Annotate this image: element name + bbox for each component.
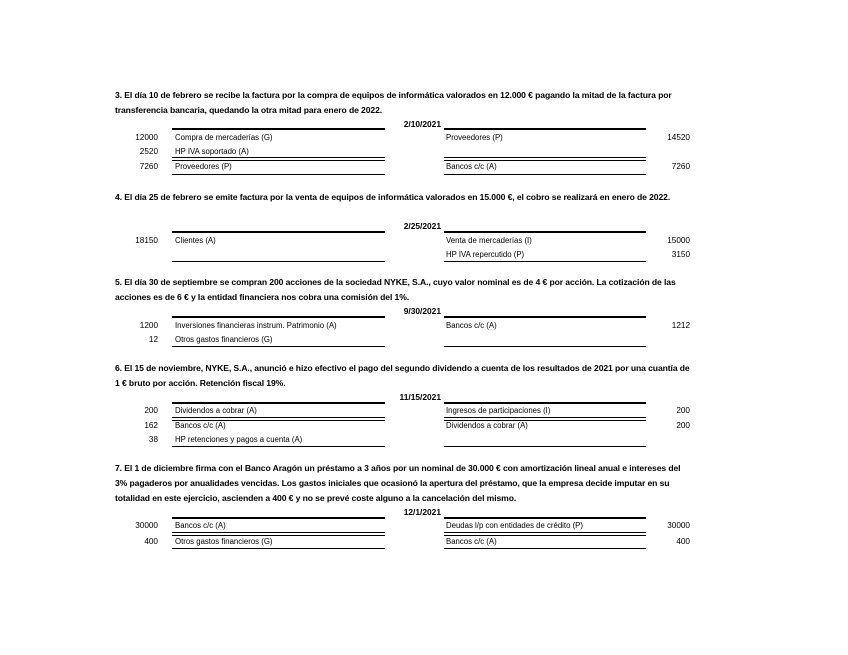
credit-amount: 400 [676, 537, 690, 546]
debit-account: Dividendos a cobrar (A) [175, 406, 257, 415]
debit-header-rule [172, 316, 385, 318]
debit-header-rule [172, 231, 385, 233]
debit-account: Bancos c/c (A) [175, 421, 226, 430]
debit-amount: 12000 [135, 133, 158, 142]
debit-amount: 2520 [139, 147, 158, 156]
debit-amount: 1200 [139, 321, 158, 330]
debit-separator-rule [172, 157, 385, 161]
exercise-statement: 7. El 1 de diciembre firma con el Banco Aragón un préstamo a 3 años por un nominal de 30.000 € con amortización lineal anual e intereses del 3% pagaderos por anualidades vencidas. Los gastos iniciales que ocasionó la apertura del préstamo, que la empresa decide imputar en su totalidad en este ejercicio, ascienden a 400 € y no se prevé coste alguno a la cancelación del mismo. [115, 463, 681, 503]
debit-amount: 400 [144, 537, 158, 546]
debit-account: Clientes (A) [175, 236, 216, 245]
debit-footer-rule [172, 548, 385, 549]
entry-date: 11/15/2021 [399, 392, 441, 402]
credit-account: Venta de mercaderías (I) [446, 236, 532, 245]
entry-date: 2/25/2021 [403, 221, 441, 231]
debit-amount: 7260 [139, 162, 158, 171]
credit-separator-rule [444, 157, 646, 161]
credit-amount: 30000 [667, 521, 690, 530]
exercise-statement: 5. El día 30 de septiembre se compran 200 acciones de la sociedad NYKE, S.A., cuyo valor nominal es de 4 € por acción. La cotización de las acciones es de 6 € y la entidad financiera nos cobra una comisión del 1%. [115, 277, 676, 302]
debit-footer-rule [172, 346, 385, 347]
debit-amount: 38 [148, 435, 158, 444]
credit-header-rule [444, 517, 646, 519]
credit-account: Bancos c/c (A) [446, 162, 497, 171]
credit-account: Ingresos de participaciones (I) [446, 406, 551, 415]
credit-separator-rule [444, 532, 646, 536]
credit-amount: 7260 [671, 162, 690, 171]
credit-account: Proveedores (P) [446, 133, 503, 142]
credit-footer-rule [444, 346, 646, 347]
debit-header-rule [172, 402, 385, 404]
debit-account: Inversiones financieras instrum. Patrimonio (A) [175, 321, 337, 330]
exercise-statement: 6. El 15 de noviembre, NYKE, S.A., anunció e hizo efectivo el pago del segundo dividendo a cuenta de los resultados de 2021 por una cuantía de 1 € bruto por acción. Retención fiscal 19%. [115, 363, 690, 388]
credit-account: Dividendos a cobrar (A) [446, 421, 528, 430]
debit-footer-rule [172, 261, 385, 262]
debit-account: Proveedores (P) [175, 162, 232, 171]
credit-footer-rule [444, 548, 646, 549]
exercise-statement: 4. El día 25 de febrero se emite factura por la venta de equipos de informática valorados en 15.000 €, el cobro se realizará en enero de 2022. [115, 192, 671, 202]
debit-account: Compra de mercaderías (G) [175, 133, 273, 142]
credit-footer-rule [444, 174, 646, 175]
debit-amount: 200 [144, 406, 158, 415]
credit-amount: 200 [676, 421, 690, 430]
credit-account: Bancos c/c (A) [446, 321, 497, 330]
exercise-statement: 3. El día 10 de febrero se recibe la factura por la compra de equipos de informática valorados en 12.000 € pagando la mitad de la factura por transferencia bancaria, quedando la otra mitad para enero de 2022. [115, 90, 672, 115]
credit-amount: 14520 [667, 133, 690, 142]
credit-header-rule [444, 231, 646, 233]
credit-footer-rule [444, 446, 646, 447]
debit-header-rule [172, 517, 385, 519]
credit-footer-rule [444, 261, 646, 262]
debit-amount: 12 [148, 335, 158, 344]
entry-date: 9/30/2021 [403, 306, 441, 316]
debit-amount: 30000 [135, 521, 158, 530]
debit-account: Otros gastos financieros (G) [175, 537, 273, 546]
debit-header-rule [172, 128, 385, 130]
debit-account: HP IVA soportado (A) [175, 147, 249, 156]
credit-header-rule [444, 402, 646, 404]
debit-separator-rule [172, 532, 385, 536]
credit-header-rule [444, 316, 646, 318]
credit-header-rule [444, 128, 646, 130]
debit-footer-rule [172, 174, 385, 175]
credit-account: Deudas l/p con entidades de crédito (P) [446, 521, 583, 530]
debit-amount: 162 [144, 421, 158, 430]
debit-amount: 18150 [135, 236, 158, 245]
debit-account: Otros gastos financieros (G) [175, 335, 273, 344]
credit-amount: 3150 [671, 250, 690, 259]
debit-account: Bancos c/c (A) [175, 521, 226, 530]
credit-amount: 200 [676, 406, 690, 415]
debit-footer-rule [172, 446, 385, 447]
entry-date: 12/1/2021 [403, 507, 441, 517]
credit-amount: 1212 [671, 321, 690, 330]
credit-amount: 15000 [667, 236, 690, 245]
entry-date: 2/10/2021 [403, 119, 441, 129]
credit-account: Bancos c/c (A) [446, 537, 497, 546]
credit-account: HP IVA repercutido (P) [446, 250, 525, 259]
debit-account: HP retenciones y pagos a cuenta (A) [175, 435, 303, 444]
